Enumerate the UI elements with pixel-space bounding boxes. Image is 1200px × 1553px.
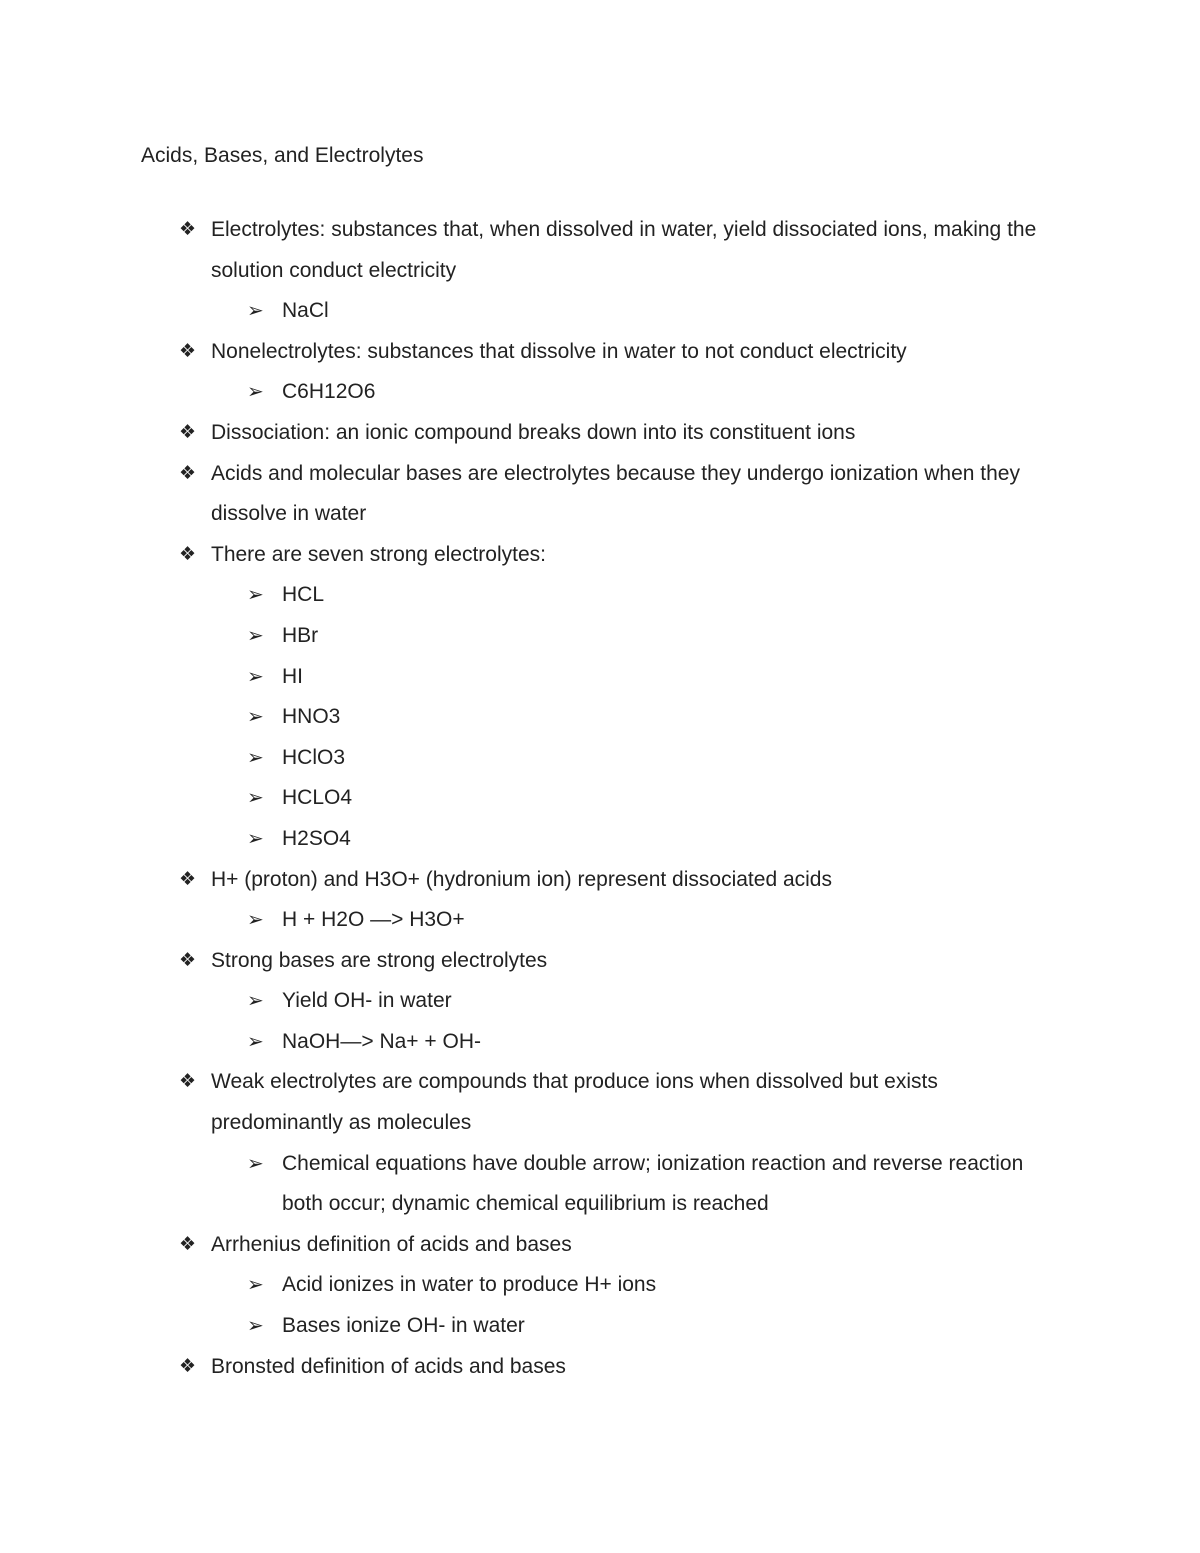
diamond-bullet-icon: ❖ <box>179 1071 197 1093</box>
sub-bullet-item <box>0 657 1200 698</box>
bullet-item <box>0 1347 1200 1388</box>
sub-bullet-item <box>0 291 1200 332</box>
diamond-bullet-icon: ❖ <box>179 1233 197 1255</box>
item-text: C6H12O6 <box>282 380 376 404</box>
diamond-bullet-icon: ❖ <box>179 340 197 362</box>
item-text: Dissociation: an ionic compound breaks down into its constituent ions <box>211 420 856 444</box>
sub-bullet-item <box>0 575 1200 616</box>
sub-bullet-item <box>0 697 1200 738</box>
diamond-bullet-icon: ❖ <box>179 219 197 240</box>
bullet-item <box>0 413 1200 454</box>
sub-bullet-item <box>0 819 1200 860</box>
bullet-item <box>0 454 1200 535</box>
item-text: Bases ionize OH- in water <box>282 1314 525 1338</box>
item-text: HCL <box>282 583 325 607</box>
item-text: Nonelectrolytes: substances that dissolve in water to not conduct electricity <box>211 339 907 363</box>
bullet-item <box>0 210 1200 291</box>
bullet-item <box>0 941 1200 982</box>
arrow-bullet-icon: ➢ <box>247 990 264 1013</box>
outline-list <box>0 210 1200 1387</box>
arrow-bullet-icon: ➢ <box>247 706 264 729</box>
diamond-bullet-icon: ❖ <box>179 949 197 971</box>
item-text: Strong bases are strong electrolytes <box>211 948 548 972</box>
item-text: Electrolytes: substances that, when dissolved in water, yield dissociated ions, making the solution conduct electricity <box>211 218 1037 282</box>
sub-bullet-item <box>0 738 1200 779</box>
item-text: HI <box>282 664 303 688</box>
item-text: H2SO4 <box>282 826 351 850</box>
item-text: NaCl <box>282 299 329 323</box>
arrow-bullet-icon: ➢ <box>247 665 264 688</box>
item-text: Acid ionizes in water to produce H+ ions <box>282 1273 657 1297</box>
sub-bullet-item <box>0 616 1200 657</box>
arrow-bullet-icon: ➢ <box>247 909 264 932</box>
item-text: Yield OH- in water <box>282 989 452 1013</box>
item-text: HClO3 <box>282 745 346 769</box>
item-text: H+ (proton) and H3O+ (hydronium ion) represent dissociated acids <box>211 867 832 891</box>
arrow-bullet-icon: ➢ <box>247 584 264 607</box>
item-text: Weak electrolytes are compounds that produce ions when dissolved but exists predominantly as molecules <box>211 1070 938 1135</box>
diamond-bullet-icon: ❖ <box>179 462 197 484</box>
sub-bullet-item <box>0 372 1200 413</box>
document-title: Acids, Bases, and Electrolytes <box>141 144 424 167</box>
arrow-bullet-icon: ➢ <box>247 746 264 769</box>
arrow-bullet-icon: ➢ <box>247 1274 264 1297</box>
bullet-item <box>0 535 1200 576</box>
bullet-item <box>0 860 1200 901</box>
arrow-bullet-icon: ➢ <box>247 300 264 323</box>
bullet-item <box>0 1225 1200 1266</box>
sub-bullet-item <box>0 981 1200 1022</box>
item-text: Arrhenius definition of acids and bases <box>211 1232 572 1256</box>
arrow-bullet-icon: ➢ <box>247 1030 264 1053</box>
bullet-item <box>0 1062 1200 1143</box>
diamond-bullet-icon: ❖ <box>179 421 197 443</box>
sub-bullet-item <box>0 778 1200 819</box>
sub-bullet-item <box>0 1265 1200 1306</box>
diamond-bullet-icon: ❖ <box>179 1355 197 1377</box>
diamond-bullet-icon: ❖ <box>179 868 197 890</box>
arrow-bullet-icon: ➢ <box>247 827 264 850</box>
sub-bullet-item <box>0 1144 1200 1225</box>
sub-bullet-item <box>0 900 1200 941</box>
arrow-bullet-icon: ➢ <box>247 381 264 404</box>
arrow-bullet-icon: ➢ <box>247 624 264 647</box>
item-text: H + H2O —> H3O+ <box>282 908 465 932</box>
arrow-bullet-icon: ➢ <box>247 1152 264 1175</box>
arrow-bullet-icon: ➢ <box>247 787 264 810</box>
bullet-item <box>0 332 1200 373</box>
item-text: There are seven strong electrolytes: <box>211 542 546 566</box>
item-text: HBr <box>282 623 319 647</box>
item-text: Acids and molecular bases are electrolytes because they undergo ionization when they dissolve in water <box>211 461 1020 526</box>
sub-bullet-item <box>0 1306 1200 1347</box>
item-text: HCLO4 <box>282 786 353 810</box>
sub-bullet-item <box>0 1022 1200 1063</box>
diamond-bullet-icon: ❖ <box>179 543 197 565</box>
item-text: HNO3 <box>282 705 341 729</box>
arrow-bullet-icon: ➢ <box>247 1315 264 1338</box>
item-text: Chemical equations have double arrow; ionization reaction and reverse reaction both occur; dynamic chemical equilibrium is reached <box>282 1151 1024 1216</box>
item-text: NaOH—> Na+ + OH- <box>282 1029 481 1053</box>
item-text: Bronsted definition of acids and bases <box>211 1354 566 1378</box>
